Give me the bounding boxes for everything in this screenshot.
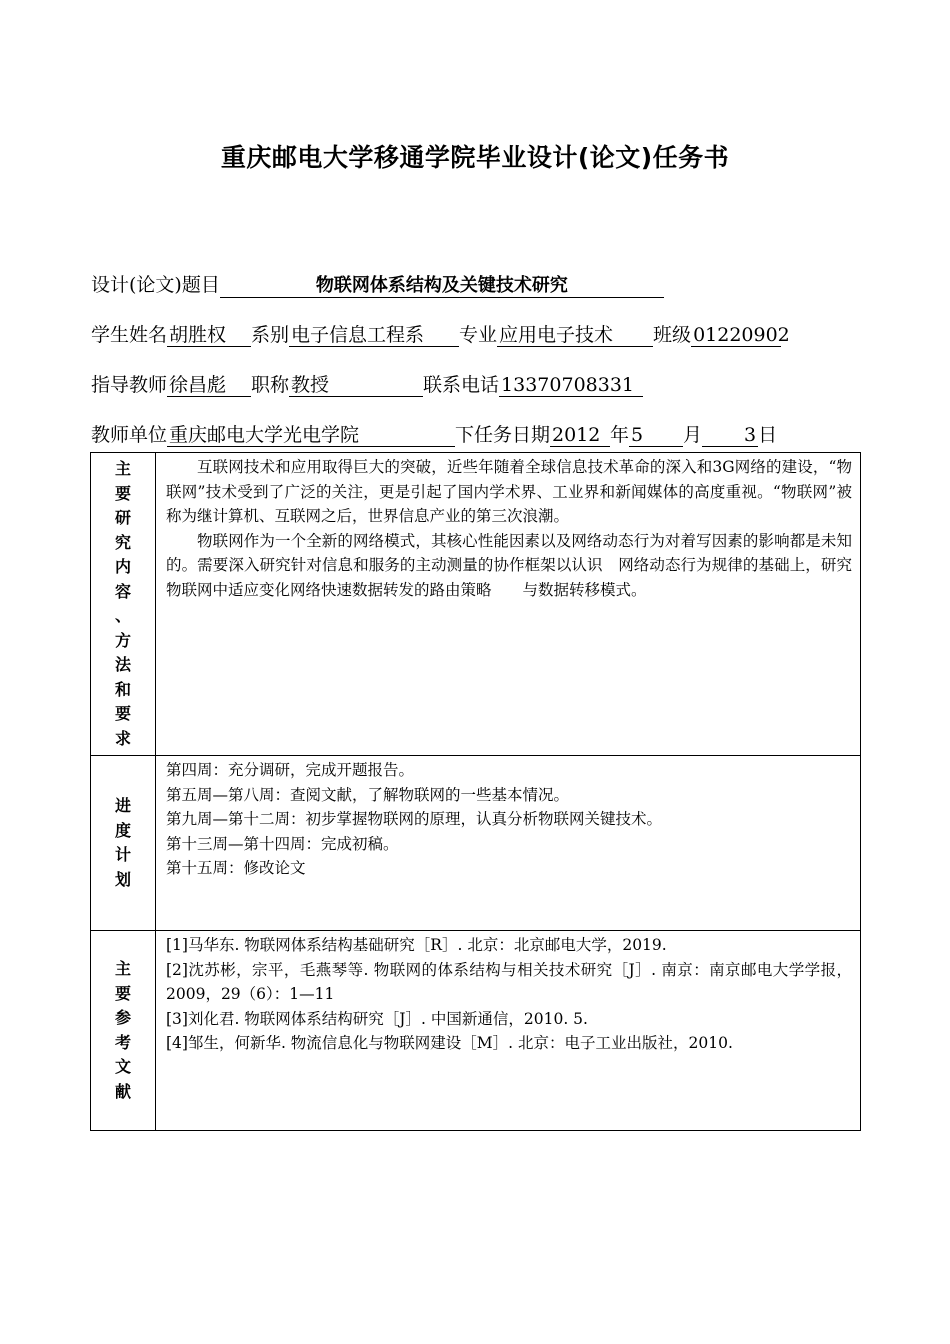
major: 应用电子技术 <box>497 324 653 347</box>
topic-value: 物联网体系结构及关键技术研究 <box>220 275 664 298</box>
research-content-text <box>156 453 861 756</box>
task-table <box>90 452 861 1131</box>
rank-label: 职称 <box>251 374 290 396</box>
class-label: 班级 <box>653 324 692 346</box>
department: 电子信息工程系 <box>289 324 459 347</box>
research-content-row <box>91 453 861 756</box>
phone-label: 联系电话 <box>423 374 500 396</box>
side-char: 主 <box>114 459 131 478</box>
month-label: 月 <box>683 424 703 446</box>
side-char: 文 <box>114 1057 131 1076</box>
day-label: 日 <box>758 424 778 446</box>
references-row <box>91 931 861 1131</box>
side-char: 考 <box>114 1032 131 1052</box>
side-char: 内 <box>114 557 131 576</box>
side-char: 和 <box>114 679 131 699</box>
year-label: 年 <box>610 424 630 446</box>
reference-item: [3]刘化君. 物联网体系结构研究［J］. 中国新通信，2010. 5. <box>166 1009 588 1028</box>
reference-item: [4]邹生，何新华. 物流信息化与物联网建设［M］. 北京：电子工业出版社，2010. <box>166 1034 733 1052</box>
reference-item: [2]沈苏彬，宗平，毛燕琴等. 物联网的体系结构与相关技术研究［J］. 南京：南京邮电大学学报，2009，29（6）：1—11 <box>166 960 852 1003</box>
schedule-item: 第十三周—第十四周：完成初稿。 <box>166 834 399 853</box>
schedule-label <box>91 756 156 931</box>
student-name-label: 学生姓名 <box>91 324 168 346</box>
side-char: 法 <box>114 655 131 674</box>
schedule-item: 第五周—第八周：查阅文献，了解物联网的一些基本情况。 <box>166 785 570 804</box>
side-char: 要 <box>114 483 131 503</box>
side-char: 究 <box>114 532 131 552</box>
side-char: 进 <box>114 796 131 815</box>
advisor-row <box>91 370 643 397</box>
schedule-row <box>91 756 861 931</box>
class-number: 01220902 <box>693 324 790 346</box>
schedule-item: 第十五周：修改论文 <box>166 859 306 877</box>
side-char: 参 <box>114 1008 131 1027</box>
major-label: 专业 <box>459 324 498 346</box>
side-char: 要 <box>114 704 131 723</box>
date-label: 下任务日期 <box>455 424 551 446</box>
side-char: 划 <box>114 869 131 889</box>
advisor-label: 指导教师 <box>91 374 168 396</box>
references-label <box>91 931 156 1131</box>
unit-label: 教师单位 <box>91 424 168 446</box>
side-char: 计 <box>114 845 131 864</box>
side-char: 、 <box>114 606 131 625</box>
month: 5 <box>629 424 683 447</box>
schedule-text <box>156 756 861 931</box>
schedule-item: 第四周：充分调研，完成开题报告。 <box>166 761 415 779</box>
references-text <box>156 931 861 1131</box>
side-char: 献 <box>114 1081 131 1101</box>
research-content-label <box>91 453 156 756</box>
schedule-item: 第九周—第十二周：初步掌握物联网的原理，认真分析物联网关键技术。 <box>166 810 663 828</box>
side-char: 求 <box>114 728 131 748</box>
side-char: 方 <box>114 630 131 650</box>
side-char: 容 <box>114 581 131 601</box>
side-char: 要 <box>114 983 131 1003</box>
student-row <box>91 320 790 347</box>
phone-number: 13370708331 <box>499 374 643 397</box>
paragraph: 互联网技术和应用取得巨大的突破，近些年随着全球信息技术革命的深入和3G网络的建设，“物联网”技术受到了广泛的关注，更是引起了国内学术界、工业界和新闻媒体的高度重视。“物联网”被称为继计算机、互联网之后，世界信息产业的第三次浪潮。 <box>166 458 852 525</box>
unit: 重庆邮电大学光电学院 <box>167 424 455 447</box>
unit-row <box>91 420 777 447</box>
student-name: 胡胜权 <box>167 324 251 347</box>
side-char: 主 <box>114 959 131 978</box>
side-char: 研 <box>114 508 131 527</box>
paragraph: 物联网作为一个全新的网络模式，其核心性能因素以及网络动态行为对着写因素的影响都是未知的。需要深入研究针对信息和服务的主动测量的协作框架以认识 网络动态行为规律的基础上，研究物联网中适应变化网络快速数据转发的路由策略 与数据转移模式。 <box>166 531 852 599</box>
department-label: 系别 <box>251 324 290 346</box>
topic-label: 设计(论文)题目 <box>91 274 220 296</box>
topic-row <box>91 270 664 298</box>
document-title: 重庆邮电大学移通学院毕业设计(论文)任务书 <box>220 143 730 172</box>
advisor-name: 徐昌彪 <box>167 374 251 397</box>
rank: 教授 <box>289 374 423 397</box>
day: 3 <box>702 424 758 447</box>
reference-item: [1]马华东. 物联网体系结构基础研究［R］. 北京：北京邮电大学，2019. <box>166 936 667 954</box>
side-char: 度 <box>114 820 131 840</box>
year: 2012 <box>550 424 610 447</box>
